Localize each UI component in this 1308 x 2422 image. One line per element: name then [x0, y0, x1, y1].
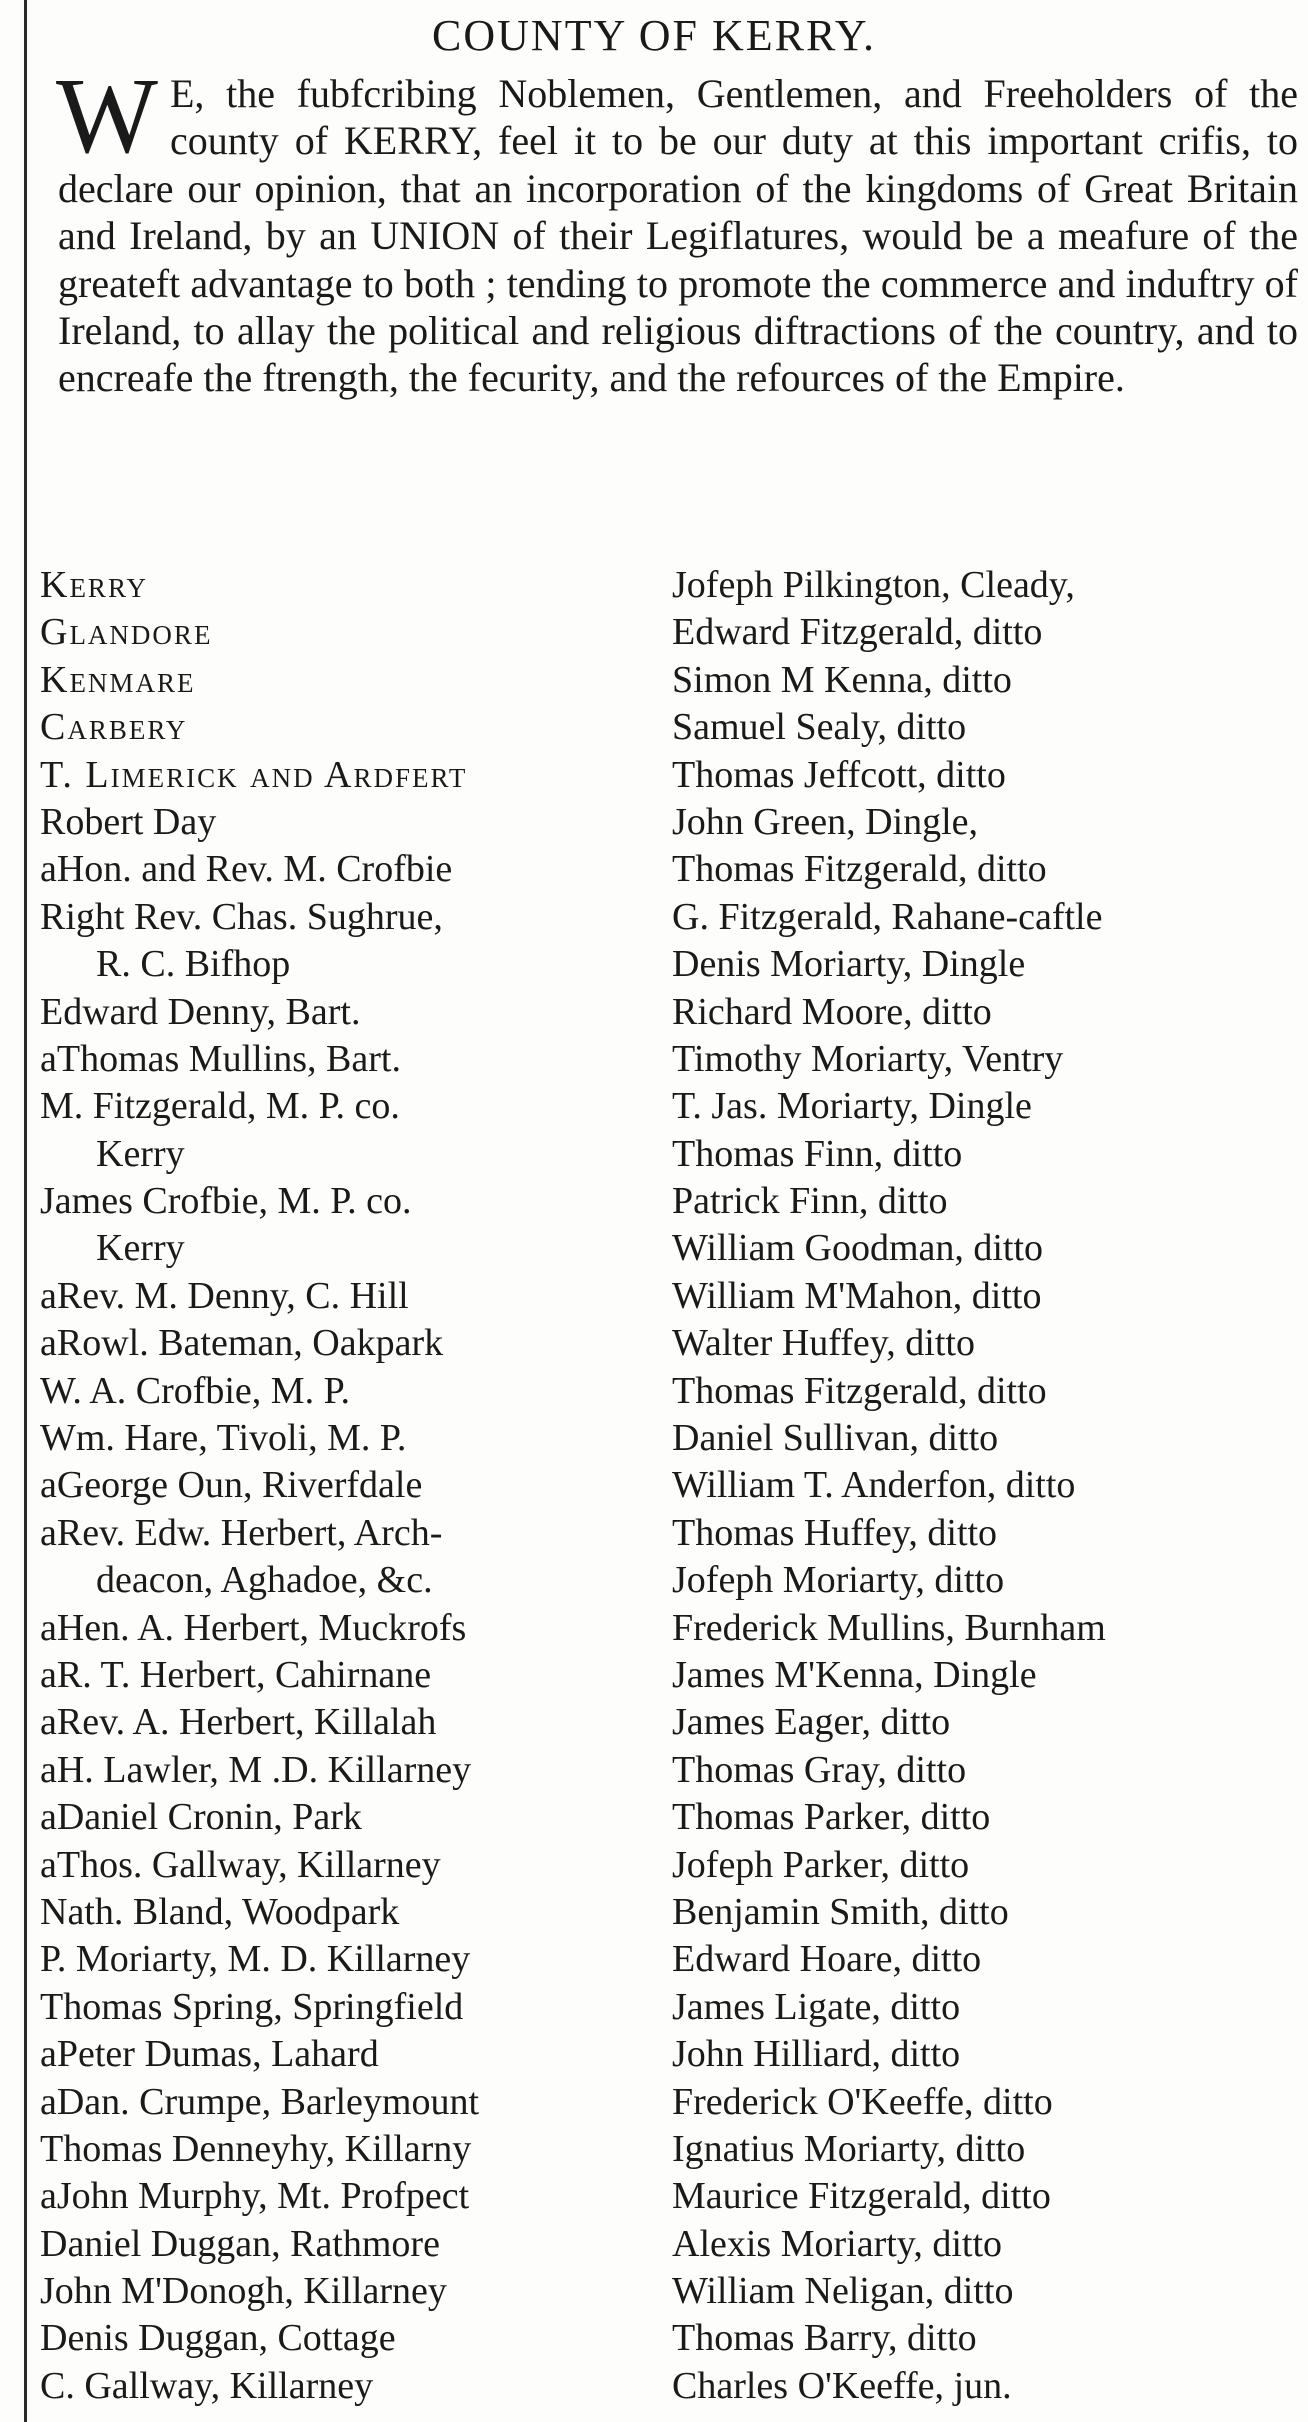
signatory-row [0, 2079, 1308, 2126]
signatory-left: Kerry [96, 1132, 185, 1175]
signatory-row [0, 2221, 1308, 2268]
signatory-row [0, 704, 1308, 751]
signatory-left: C. Gallway, Killarney [40, 2364, 374, 2407]
signatory-left: Kerry [96, 1227, 185, 1270]
signatory-left: aDaniel Cronin, Park [40, 1796, 362, 1839]
signatory-row [0, 1747, 1308, 1794]
signatory-row [0, 1605, 1308, 1652]
signatory-row [0, 562, 1308, 609]
drop-cap: W [56, 57, 158, 176]
signatory-right: James M'Kenna, Dingle [672, 1653, 1037, 1696]
signatory-row [0, 2363, 1308, 2410]
signatory-right: Walter Huffey, ditto [672, 1322, 975, 1365]
signatory-right: Timothy Moriarty, Ventry [672, 1037, 1064, 1080]
signatory-right: G. Fitzgerald, Rahane-caftle [672, 895, 1103, 938]
signatory-left: Edward Denny, Bart. [40, 990, 361, 1033]
signatory-right: Edward Hoare, ditto [672, 1938, 982, 1981]
signatory-row [0, 1178, 1308, 1225]
signatory-left: Daniel Duggan, Rathmore [40, 2222, 440, 2265]
signatory-right: Benjamin Smith, ditto [672, 1890, 1009, 1933]
signatory-right: Charles O'Keeffe, jun. [672, 2364, 1012, 2407]
signatory-row [0, 1225, 1308, 1272]
signatory-left: M. Fitzgerald, M. P. co. [40, 1085, 400, 1128]
signatory-row [0, 941, 1308, 988]
signatory-left: Wm. Hare, Tivoli, M. P. [40, 1417, 407, 1460]
signatory-right: Jofeph Moriarty, ditto [672, 1559, 1005, 1602]
signatory-row [0, 1984, 1308, 2031]
signatory-right: Simon M Kenna, ditto [672, 658, 1012, 701]
signatory-left: Thomas Denneyhy, Killarny [40, 2127, 472, 2170]
signatory-row [0, 1652, 1308, 1699]
signatory-left: aJohn Murphy, Mt. Profpect [40, 2175, 470, 2218]
signatory-row [0, 2126, 1308, 2173]
signatory-left: Robert Day [40, 800, 217, 843]
signatory-left: aDan. Crumpe, Barleymount [40, 2080, 480, 2123]
signatory-left: aThomas Mullins, Bart. [40, 1037, 401, 1080]
signatory-right: Thomas Jeffcott, ditto [672, 753, 1006, 796]
signatory-left: Kerry [40, 564, 148, 606]
signatory-left: Thomas Spring, Springfield [40, 1985, 464, 2028]
signatory-left: aHon. and Rev. M. Crofbie [40, 848, 453, 891]
signatory-row [0, 799, 1308, 846]
signatory-right: Thomas Finn, ditto [672, 1132, 963, 1175]
signatory-row [0, 657, 1308, 704]
signatory-right: Thomas Gray, ditto [672, 1748, 967, 1791]
signatory-left: T. Limerick and Ardfert [40, 753, 468, 796]
signatory-left: aR. T. Herbert, Cahirnane [40, 1653, 432, 1696]
signatory-row [0, 1131, 1308, 1178]
signatory-left: aGeorge Oun, Riverfdale [40, 1464, 423, 1507]
signatory-row [0, 1889, 1308, 1936]
signatory-right: Alexis Moriarty, ditto [672, 2222, 1002, 2265]
signatory-left: Right Rev. Chas. Sughrue, [40, 895, 443, 938]
signatory-left: P. Moriarty, M. D. Killarney [40, 1938, 471, 1981]
signatory-row [0, 894, 1308, 941]
signatory-right: John Hilliard, ditto [672, 2033, 961, 2076]
signatory-right: Jofeph Parker, ditto [672, 1843, 970, 1886]
signatory-right: William Neligan, ditto [672, 2270, 1014, 2313]
signatory-left: R. C. Bifhop [96, 943, 291, 986]
signatory-right: Patrick Finn, ditto [672, 1180, 948, 1223]
signatory-left: W. A. Crofbie, M. P. [40, 1369, 351, 1412]
signatory-right: William T. Anderfon, ditto [672, 1464, 1076, 1507]
signatory-row [0, 1557, 1308, 1604]
signatory-row [0, 2173, 1308, 2220]
signatory-left: John M'Donogh, Killarney [40, 2270, 447, 2313]
signatory-row [0, 1083, 1308, 1130]
signatory-row [0, 1415, 1308, 1462]
signatory-right: William Goodman, ditto [672, 1227, 1044, 1270]
signatory-left: aThos. Gallway, Killarney [40, 1843, 441, 1886]
signatory-right: Jofeph Pilkington, Cleady, [672, 564, 1075, 606]
signatory-left: Kenmare [40, 658, 196, 701]
signatory-left: Glandore [40, 611, 213, 654]
signatory-row [0, 1936, 1308, 1983]
signatory-right: Denis Moriarty, Dingle [672, 943, 1026, 986]
signatory-row [0, 2268, 1308, 2315]
signatory-row [0, 1842, 1308, 1889]
signatory-left: aRev. A. Herbert, Killalah [40, 1701, 437, 1744]
signatory-row [0, 1320, 1308, 1367]
signatory-row [0, 989, 1308, 1036]
signatory-right: Thomas Parker, ditto [672, 1796, 991, 1839]
signatory-right: Richard Moore, ditto [672, 990, 992, 1033]
signatory-row [0, 1462, 1308, 1509]
signatory-left: James Crofbie, M. P. co. [40, 1180, 412, 1223]
signatory-left: aH. Lawler, M .D. Killarney [40, 1748, 472, 1791]
signatory-right: Frederick Mullins, Burnham [672, 1606, 1106, 1649]
preamble-text: E, the fubfcribing Noblemen, Gentlemen, and Freeholders of the county of KERRY, feel it to be our duty at this important crifis, to declare our opinion, that an incorporation of the kingdoms of Great Britain and Ireland, by an UNION of their Legiflatures, would be a meafure of the greateft advantage to both ; tending to promote the commerce and induftry of Ireland, to allay the political and religious diftractions of the country, and to encreafe the ftrength, the fecurity, and the refources of the Empire. [58, 71, 1298, 401]
signatory-right: Frederick O'Keeffe, ditto [672, 2080, 1053, 2123]
page-title: COUNTY OF KERRY. [432, 11, 876, 60]
signatory-row [0, 846, 1308, 893]
signatory-row [0, 1036, 1308, 1083]
signatory-row [0, 2315, 1308, 2362]
signatory-right: John Green, Dingle, [672, 800, 979, 843]
signatory-left: aPeter Dumas, Lahard [40, 2033, 379, 2076]
signatory-right: William M'Mahon, ditto [672, 1274, 1042, 1317]
signatory-left: aHen. A. Herbert, Muckrofs [40, 1606, 467, 1649]
signatory-right: Samuel Sealy, ditto [672, 706, 967, 749]
signatory-right: Ignatius Moriarty, ditto [672, 2127, 1026, 2170]
signatory-right: Thomas Fitzgerald, ditto [672, 848, 1047, 891]
signatory-row [0, 1273, 1308, 1320]
signatory-list [0, 562, 1308, 2410]
signatory-left: Nath. Bland, Woodpark [40, 1890, 400, 1933]
signatory-right: Thomas Huffey, ditto [672, 1511, 998, 1554]
signatory-right: James Ligate, ditto [672, 1985, 961, 2028]
signatory-left: aRev. M. Denny, C. Hill [40, 1274, 409, 1317]
signatory-right: T. Jas. Moriarty, Dingle [672, 1085, 1032, 1128]
signatory-row [0, 609, 1308, 656]
preamble-paragraph [56, 57, 1298, 402]
signatory-left: aRowl. Bateman, Oakpark [40, 1322, 444, 1365]
signatory-right: Daniel Sullivan, ditto [672, 1417, 999, 1460]
signatory-right: James Eager, ditto [672, 1701, 951, 1744]
signatory-right: Maurice Fitzgerald, ditto [672, 2175, 1051, 2218]
signatory-right: Thomas Barry, ditto [672, 2317, 977, 2360]
signatory-left: Denis Duggan, Cottage [40, 2317, 396, 2360]
signatory-row [0, 1368, 1308, 1415]
signatory-left: aRev. Edw. Herbert, Arch- [40, 1511, 443, 1554]
signatory-right: Edward Fitzgerald, ditto [672, 611, 1043, 654]
signatory-right: Thomas Fitzgerald, ditto [672, 1369, 1047, 1412]
signatory-row [0, 1510, 1308, 1557]
signatory-row [0, 1794, 1308, 1841]
signatory-left: deacon, Aghadoe, &c. [96, 1559, 433, 1602]
signatory-row [0, 752, 1308, 799]
signatory-row [0, 1699, 1308, 1746]
signatory-left: Carbery [40, 706, 188, 749]
signatory-row [0, 2031, 1308, 2078]
